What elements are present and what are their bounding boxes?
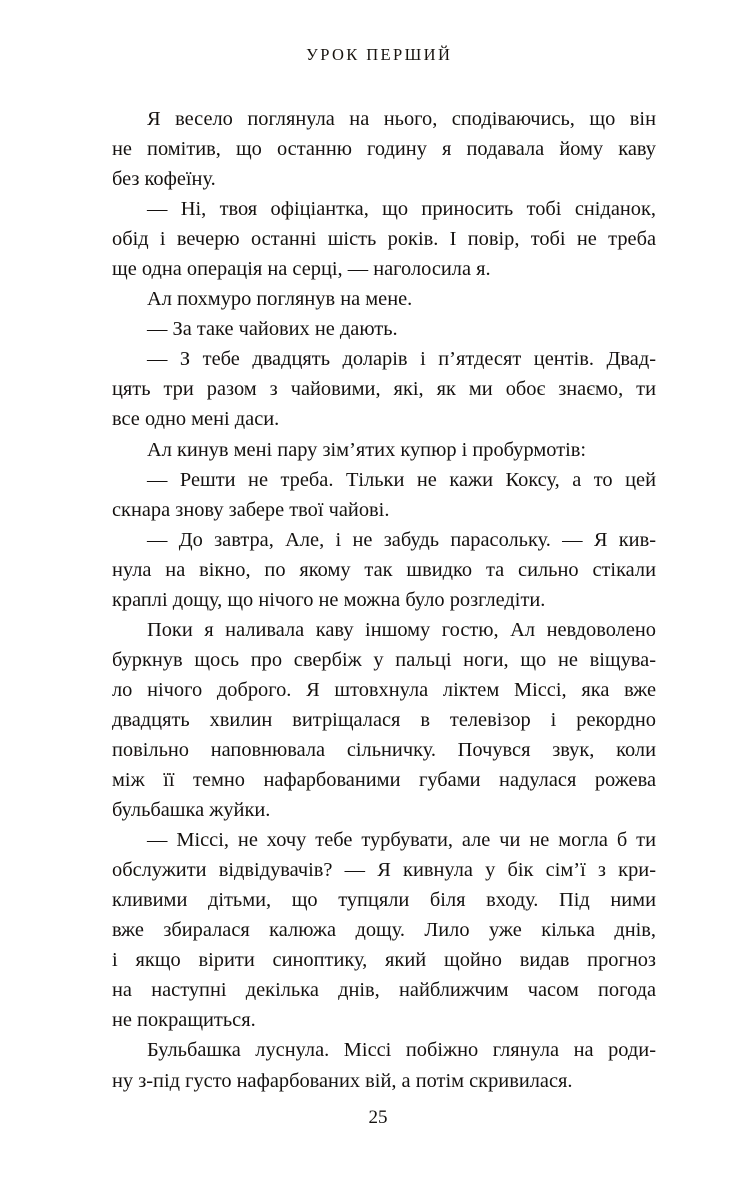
text-line: між її темно нафарбованими губами надулася рожева	[112, 769, 656, 792]
paragraph	[112, 194, 656, 284]
running-head: УРОК ПЕРШИЙ	[306, 45, 453, 64]
text-line: двадцять хвилин витріщалася в телевізор і рекордно	[112, 708, 656, 731]
paragraph	[112, 344, 656, 434]
text-line: Я весело поглянула на нього, сподіваючись, що він	[147, 108, 656, 130]
text-line: — За таке чайових не дають.	[147, 318, 398, 341]
text-line: обід і вечерю останні шість років. І повір, тобі не треба	[112, 228, 656, 251]
text-line: — Ні, твоя офіціантка, що приносить тобі сніданок,	[147, 198, 656, 221]
paragraph	[112, 615, 656, 825]
paragraph	[112, 525, 656, 615]
text-line: ло нічого доброго. Я штовхнула ліктем Міссі, яка вже	[112, 678, 656, 701]
text-line: краплі дощу, що нічого не можна було розгледіти.	[112, 588, 546, 611]
text-line: не покращиться.	[112, 1009, 256, 1032]
text-line: ще одна операція на серці, — наголосила я.	[112, 258, 491, 281]
text-line: Бульбашка луснула. Міссі побіжно глянула на роди-	[147, 1039, 656, 1062]
text-line: бульбашка жуйки.	[112, 799, 271, 822]
paragraph	[112, 825, 656, 1035]
text-line: — Решти не треба. Тільки не кажи Коксу, а то цей	[147, 468, 656, 491]
text-line: Ал кинув мені пару зім’ятих купюр і пробурмотів:	[147, 438, 587, 461]
text-line: буркнув щось про свербіж у пальці ноги, що не віщува-	[112, 648, 656, 671]
text-line: вже збиралася калюжа дощу. Лило уже кілька днів,	[112, 919, 656, 942]
paragraph	[112, 284, 656, 314]
text-line: нула на вікно, по якому так швидко та сильно стікали	[112, 558, 656, 581]
text-line: без кофеїну.	[112, 168, 216, 191]
text-line: на наступні декілька днів, найближчим часом погода	[112, 979, 656, 1002]
paragraph	[112, 435, 656, 465]
text-line: цять три разом з чайовими, які, як ми обоє знаємо, ти	[112, 378, 656, 401]
text-line: — З тебе двадцять доларів і п’ятдесят центів. Двад-	[147, 348, 656, 371]
text-line: обслужити відвідувачів? — Я кивнула у бік сім’ї з кри-	[112, 859, 656, 882]
paragraph	[112, 104, 656, 194]
text-line: все одно мені даси.	[112, 408, 280, 431]
body-text	[112, 104, 656, 1096]
text-line: ну з-під густо нафарбованих вій, а потім скривилася.	[112, 1069, 573, 1092]
text-line: Поки я наливала каву іншому гостю, Ал невдоволено	[147, 618, 656, 641]
text-line: кливими дітьми, що тупцяли біля входу. Під ними	[112, 889, 656, 912]
page-number: 25	[368, 1107, 388, 1128]
text-line: не помітив, що останню годину я подавала йому каву	[112, 138, 656, 161]
text-line: Ал похмуро поглянув на мене.	[147, 288, 413, 311]
text-line: — Міссі, не хочу тебе турбувати, але чи не могла б ти	[147, 829, 656, 852]
paragraph	[112, 1035, 656, 1095]
paragraph	[112, 314, 656, 344]
text-line: скнара знову забере твої чайові.	[112, 498, 390, 521]
text-line: і якщо вірити синоптику, який щойно видав прогноз	[112, 949, 656, 972]
text-line: — До завтра, Але, і не забудь парасольку. — Я кив-	[147, 528, 656, 551]
paragraph	[112, 465, 656, 525]
text-line: повільно наповнювала сільничку. Почувся звук, коли	[112, 738, 656, 761]
